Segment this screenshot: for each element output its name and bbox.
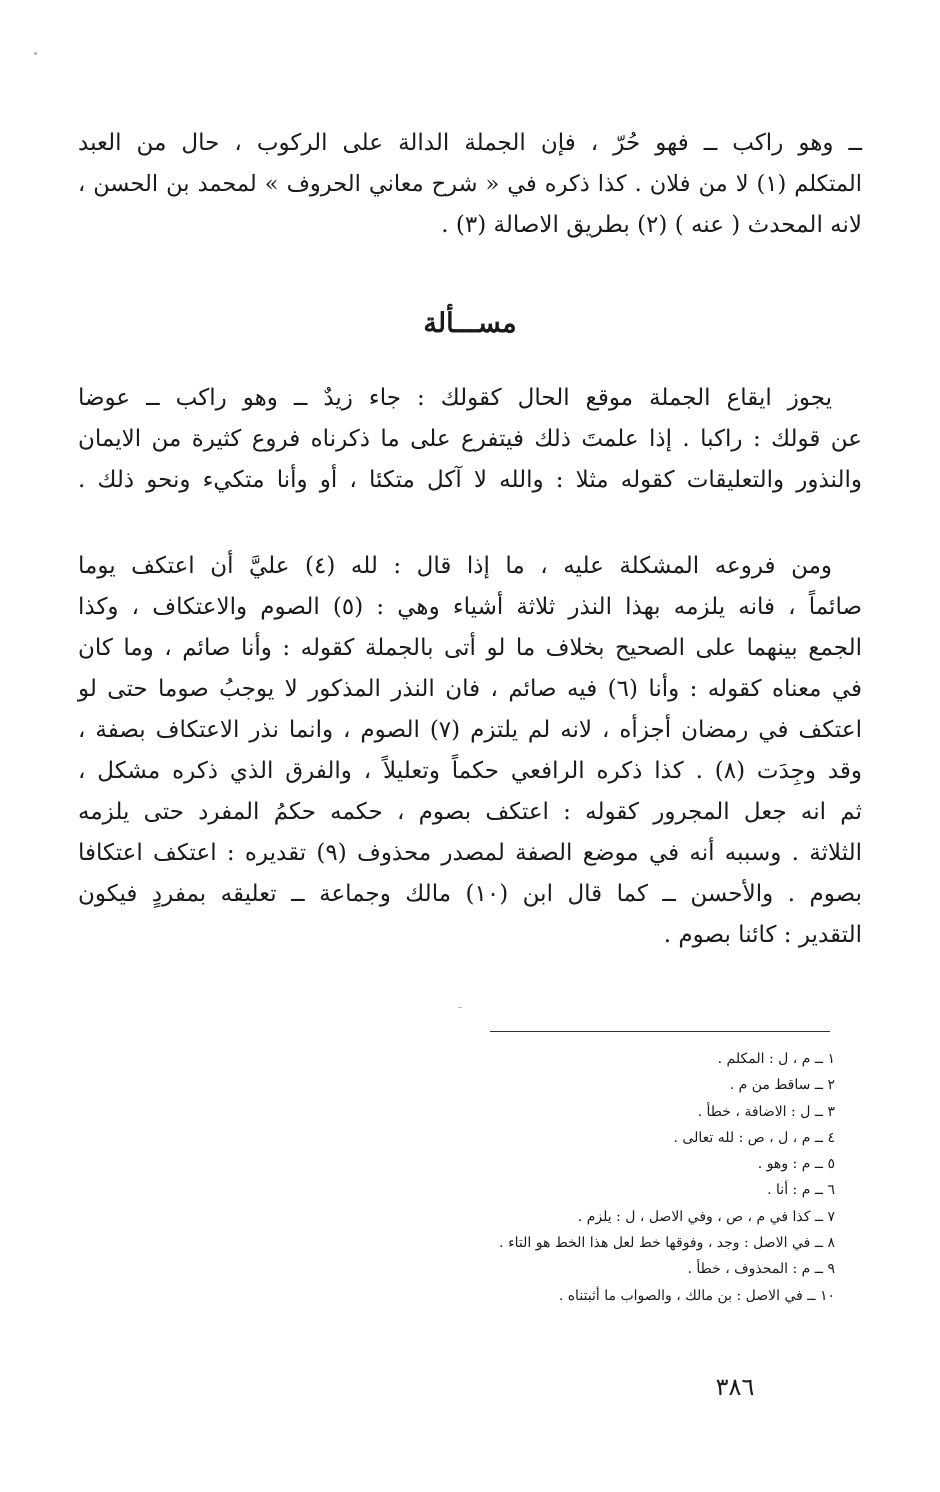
- text-line: ومن فروعه المشكلة عليه ، ما إذا قال : لله (٤) عليَّ أن اعتكف يوما: [78, 553, 833, 579]
- text-line: المتكلم (١) لا من فلان . كذا ذكره في « شرح معاني الحروف » لمحمد بن الحسن ،: [78, 171, 862, 197]
- text-line: يجوز ايقاع الجملة موقع الحال كقولك : جاء زيدٌ ــ وهو راكب ــ عوضا: [78, 385, 832, 411]
- footnote: ١ ــ م ، ل : المكلم .: [717, 1051, 835, 1067]
- footnote: ٣ ــ ل : الاضافة ، خطأ .: [697, 1103, 835, 1120]
- footnote: ٩ ــ م : المحذوف ، خطأ .: [687, 1261, 835, 1278]
- scan-speck: [458, 1007, 462, 1008]
- footnote: ٢ ــ ساقط من م .: [729, 1077, 835, 1094]
- text-line: ــ وهو راكب ــ فهو حُرّ ، فإن الجملة الدالة على الركوب ، حال من العبد: [78, 130, 862, 156]
- text-line: التقدير : كائنا بصوم .: [663, 922, 862, 948]
- text-line: والنذور والتعليقات كقوله مثلا : والله لا آكل متكئا ، أو وأنا متكيء ونحو ذلك .: [78, 467, 862, 493]
- text-line: صائماً ، فانه يلزمه بهذا النذر ثلاثة أشياء وهي : (٥) الصوم والاعتكاف ، وكذا: [78, 594, 862, 620]
- scan-speck: [34, 52, 37, 55]
- text-line: اعتكف في رمضان أجزأه ، لانه لم يلتزم (٧) الصوم ، وانما نذر الاعتكاف بصفة ،: [78, 717, 862, 743]
- text-line: لانه المحدث ( عنه ) (٢) بطريق الاصالة (٣) .: [441, 212, 862, 238]
- text-line: بصوم . والأحسن ــ كما قال ابن (١٠) مالك وجماعة ــ تعليقه بمفردٍ فيكون: [78, 881, 862, 907]
- footnote: ٧ ــ كذا في م ، ص ، وفي الاصل ، ل : يلزم .: [577, 1208, 835, 1225]
- intro-paragraph: [78, 123, 862, 246]
- footnote-divider: [490, 1031, 830, 1032]
- footnote: ٨ ــ في الاصل : وجد ، وفوقها خط لعل هذا الخط هو التاء .: [499, 1235, 835, 1252]
- footnote: ٥ ــ م : وهو .: [757, 1156, 835, 1173]
- page-number: ٣٨٦: [715, 1373, 755, 1401]
- text-line: في معناه كقوله : وأنا (٦) فيه صائم ، فان النذر المذكور لا يوجبُ صوما حتى لو: [78, 676, 862, 702]
- footnote: ٤ ــ م ، ل ، ص : لله تعالى .: [673, 1129, 835, 1146]
- paragraph-1: [78, 378, 862, 501]
- footnote: ١٠ ــ في الاصل : بن مالك ، والصواب ما أثبتناه .: [558, 1287, 835, 1304]
- text-line: وقد وجِدَت (٨) . كذا ذكره الرافعي حكماً وتعليلاً ، والفرق الذي ذكره مشكل ،: [78, 758, 863, 784]
- text-line: عن قولك : راكبا . إذا علمتَ ذلك فيتفرع على ما ذكرناه فروع كثيرة من الايمان: [78, 426, 862, 452]
- section-heading: مســـألة: [423, 308, 517, 339]
- text-line: ثم انه جعل المجرور كقوله : اعتكف بصوم ، حكمه حكمُ المفرد حتى يلزمه: [78, 799, 862, 825]
- paragraph-2: [78, 546, 862, 956]
- text-line: الثلاثة . وسببه أنه في موضع الصفة لمصدر محذوف (٩) تقديره : اعتكف اعتكافا: [78, 840, 862, 866]
- text-line: الجمع بينهما على الصحيح بخلاف ما لو أتى بالجملة كقوله : وأنا صائم ، وما كان: [78, 635, 862, 661]
- footnote: ٦ ــ م : أنا .: [767, 1182, 835, 1199]
- footnotes: [440, 1046, 835, 1309]
